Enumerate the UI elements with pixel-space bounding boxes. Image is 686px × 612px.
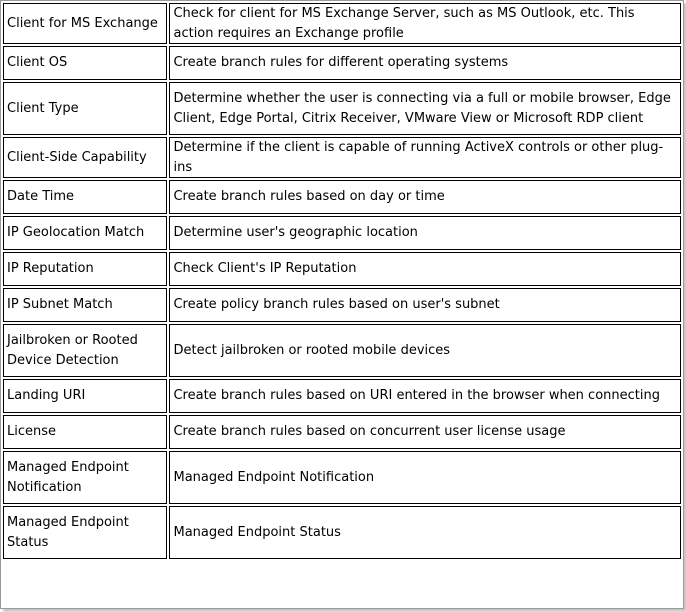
rule-name-cell: Date Time: [3, 180, 167, 214]
rule-description-cell: Create branch rules based on URI entered in the browser when connecting: [169, 379, 681, 413]
rule-name-cell: Client for MS Exchange: [3, 3, 167, 44]
rule-name-cell: Client Type: [3, 82, 167, 135]
table-row: [3, 252, 681, 286]
rule-name-cell: IP Geolocation Match: [3, 216, 167, 250]
table-row: [3, 451, 681, 504]
rule-description-cell: Managed Endpoint Notification: [169, 451, 681, 504]
rule-description-cell: Determine whether the user is connecting via a full or mobile browser, Edge Client, Edge Portal, Citrix Receiver, VMware View or Microsoft RDP client: [169, 82, 681, 135]
rule-description-cell: Check Client's IP Reputation: [169, 252, 681, 286]
rule-description-cell: Check for client for MS Exchange Server, such as MS Outlook, etc. This action requires an Exchange profile: [169, 3, 681, 44]
rule-description-cell: Detect jailbroken or rooted mobile devices: [169, 324, 681, 377]
rule-description-cell: Create branch rules based on day or time: [169, 180, 681, 214]
table-row: [3, 379, 681, 413]
table-row: [3, 506, 681, 559]
rule-name-cell: Jailbroken or Rooted Device Detection: [3, 324, 167, 377]
rule-name-cell: IP Reputation: [3, 252, 167, 286]
table-row: [3, 324, 681, 377]
table-row: [3, 216, 681, 250]
rule-name-cell: Client OS: [3, 46, 167, 80]
rule-description-cell: Create branch rules for different operating systems: [169, 46, 681, 80]
table-row: [3, 46, 681, 80]
table-row: [3, 137, 681, 178]
table-row: [3, 180, 681, 214]
rule-description-cell: Determine if the client is capable of running ActiveX controls or other plug-ins: [169, 137, 681, 178]
rule-description-cell: Managed Endpoint Status: [169, 506, 681, 559]
rule-name-cell: Managed Endpoint Status: [3, 506, 167, 559]
branch-rules-table: [1, 1, 683, 561]
rule-description-cell: Create branch rules based on concurrent user license usage: [169, 415, 681, 449]
rule-description-cell: Create policy branch rules based on user's subnet: [169, 288, 681, 322]
table-row: [3, 288, 681, 322]
table-row: [3, 3, 681, 44]
rule-name-cell: Managed Endpoint Notification: [3, 451, 167, 504]
rule-name-cell: Landing URI: [3, 379, 167, 413]
table-row: [3, 415, 681, 449]
rule-name-cell: License: [3, 415, 167, 449]
rule-description-cell: Determine user's geographic location: [169, 216, 681, 250]
rule-name-cell: IP Subnet Match: [3, 288, 167, 322]
rule-name-cell: Client-Side Capability: [3, 137, 167, 178]
table-row: [3, 82, 681, 135]
